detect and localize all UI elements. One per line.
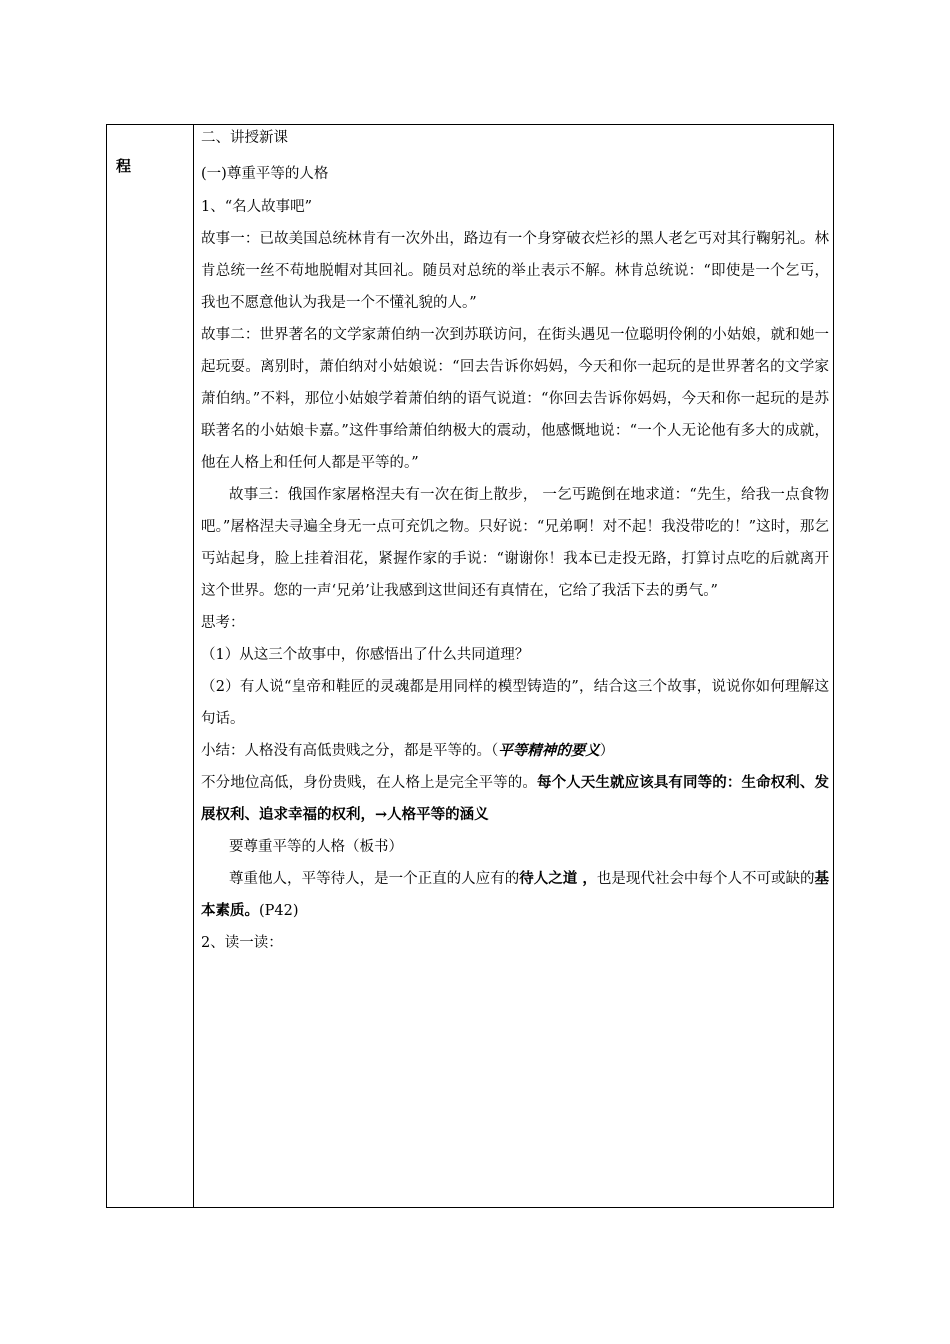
think-label: 思考：	[201, 615, 245, 631]
story-three: 故事三：俄国作家屠格涅夫有一次在街上散步， 一乞丐跪倒在地求道：“先生，给我一点食物吧。”屠格涅夫寻遍全身无一点可充饥之物。只好说：“兄弟啊！对不起！我没带吃的！”这时，那乞丐站起身，脸上挂着泪花，紧握作家的手说：“谢谢你！我本已走投无路，打算讨点吃的后就离开这个世界。您的一声‘兄弟’让我感到这世间还有真情在，它给了我活下去的勇气。”	[201, 487, 829, 599]
summary	[201, 735, 829, 767]
respect-bold-b: 待人之道 ，	[519, 870, 597, 887]
respect-bold-d: 基本素质。	[201, 870, 830, 919]
process-label: 程	[116, 157, 132, 175]
respect-page-ref: (P42)	[259, 903, 299, 919]
lesson-table	[106, 124, 834, 1208]
equality-text: 不分地位高低，身份贵贱，在人格上是完全平等的。	[201, 775, 537, 791]
item-title-1: 1、“名人故事吧”	[201, 199, 313, 215]
respect-paragraph	[201, 863, 829, 927]
equality-bold: 每个人天生就应该具有同等的：生命权利、发展权利、追求幸福的权利，→人格平等的涵义	[201, 774, 830, 823]
story-two: 故事二：世界著名的文学家萧伯纳一次到苏联访问，在街头遇见一位聪明伶俐的小姑娘，就和她一起玩耍。离别时，萧伯纳对小姑娘说：“回去告诉你妈妈，今天和你一起玩的是世界著名的文学家萧伯纳。”不料，那位小姑娘学着萧伯纳的语气说道：“你回去告诉你妈妈，今天和你一起玩的是苏联著名的小姑娘卡嘉。”这件事给萧伯纳极大的震动，他感慨地说：“一个人无论他有多大的成就，他在人格上和任何人都是平等的。”	[201, 327, 829, 471]
respect-text-a: 尊重他人，平等待人，是一个正直的人应有的	[229, 871, 520, 887]
section-heading: 二、讲授新课	[201, 130, 288, 146]
subsection-title: (一)尊重平等的人格	[201, 166, 329, 182]
item-title-2: 2、读一读：	[201, 935, 283, 951]
question-2: （2）有人说“皇帝和鞋匠的灵魂都是用同样的模型铸造的”，结合这三个故事，说说你如何理解这句话。	[201, 679, 829, 727]
lesson-content	[201, 128, 829, 959]
column-divider	[193, 125, 194, 1207]
question-1: （1）从这三个故事中，你感悟出了什么共同道理？	[201, 647, 530, 663]
story-one: 故事一：已故美国总统林肯有一次外出，路边有一个身穿破衣烂衫的黑人老乞丐对其行鞠躬礼。林肯总统一丝不苟地脱帽对其回礼。随员对总统的举止表示不解。林肯总统说：“即使是一个乞丐，我也不愿意他认为我是一个不懂礼貌的人。”	[201, 231, 829, 311]
summary-end: ）	[599, 743, 615, 759]
summary-text: 小结：人格没有高低贵贱之分，都是平等的。（	[201, 743, 499, 759]
respect-text-c: 也是现代社会中每个人不可或缺的	[596, 871, 815, 887]
summary-emphasis: 平等精神的要义	[498, 742, 600, 759]
board-note: 要尊重平等的人格（板书）	[229, 839, 403, 855]
equality-paragraph	[201, 767, 829, 831]
